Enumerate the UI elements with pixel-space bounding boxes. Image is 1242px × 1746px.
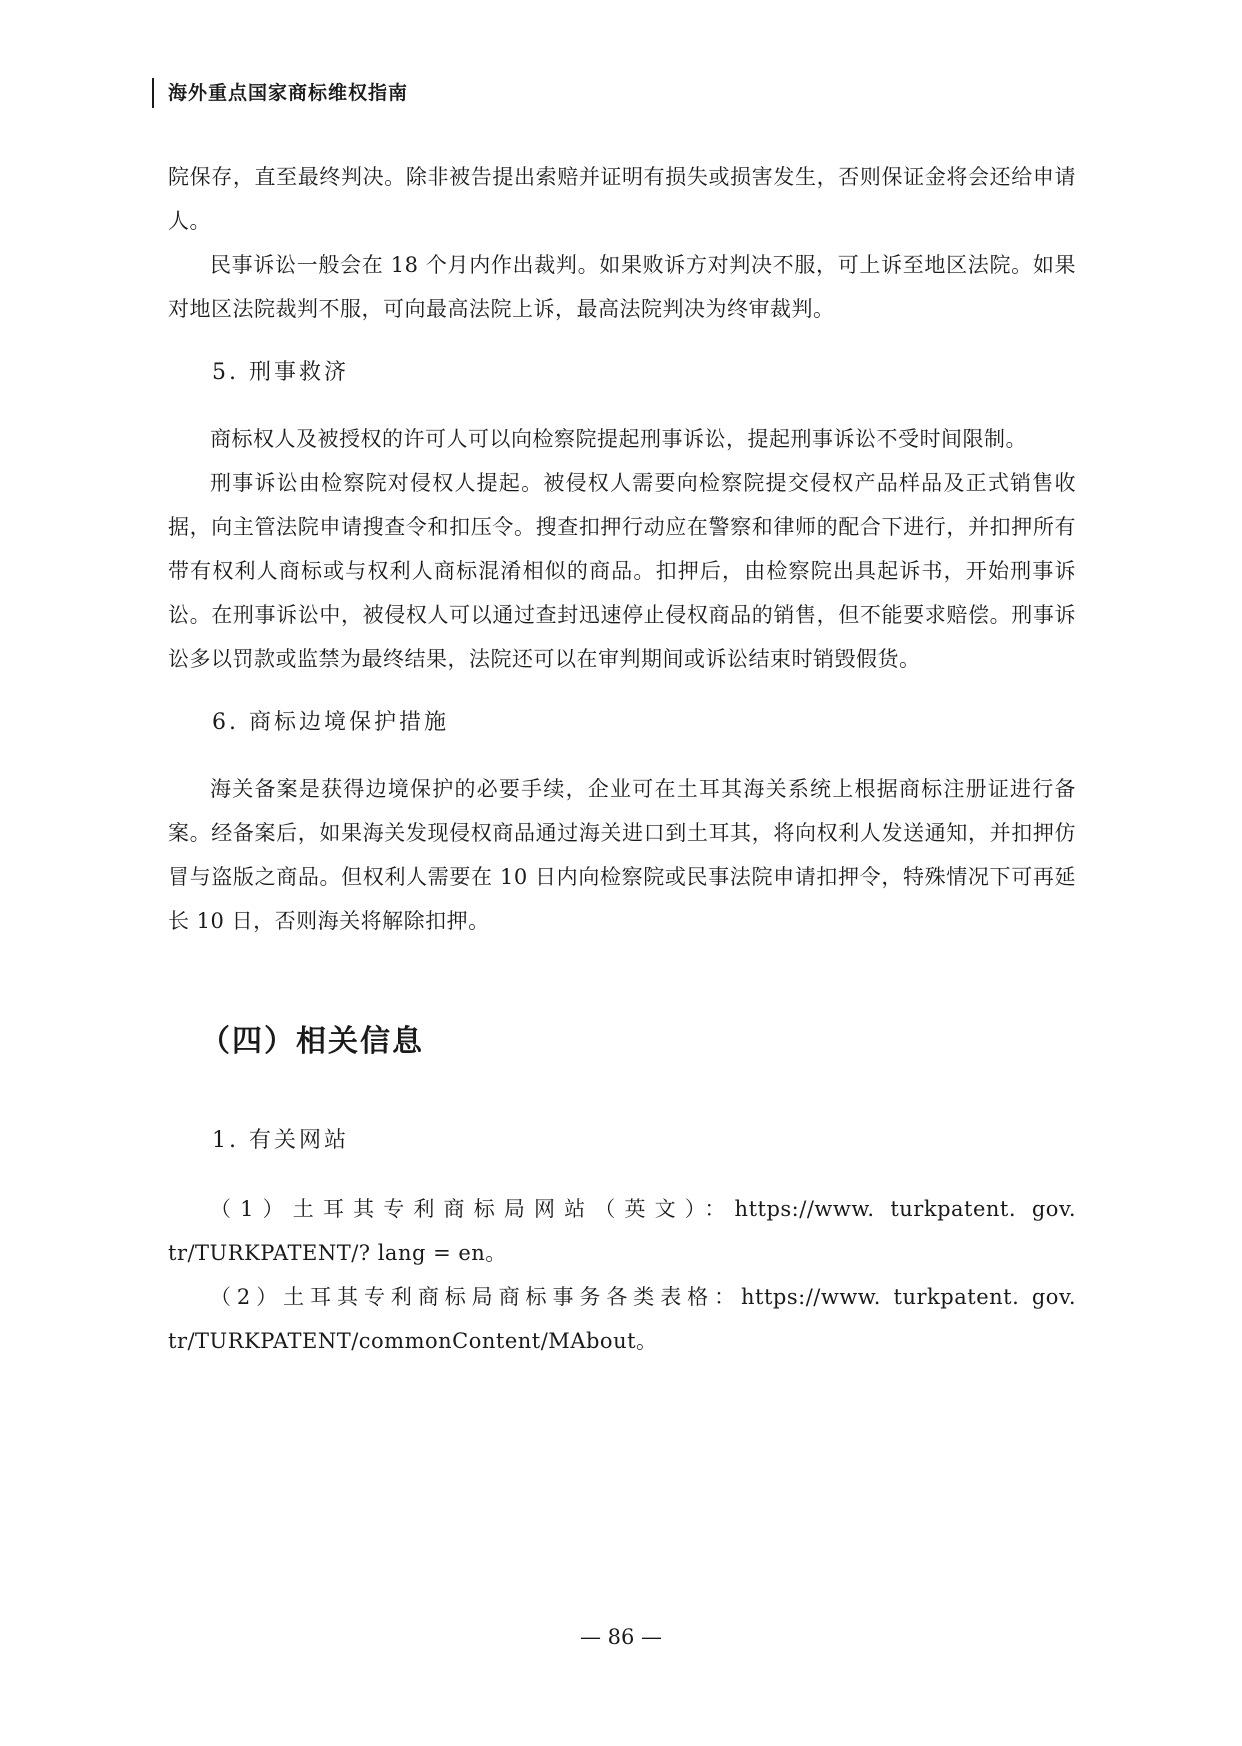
section-6-heading: 6. 商标边境保护措施 bbox=[212, 710, 449, 735]
section-5-heading: 5. 刑事救济 bbox=[212, 360, 349, 385]
link-item-2: （2）土耳其专利商标局商标事务各类表格：https://www. turkpatent. gov. tr/TURKPATENT/commonContent/MAbout。 bbox=[168, 1285, 1076, 1353]
paragraph-section-6-1: 海关备案是获得边境保护的必要手续，企业可在土耳其海关系统上根据商标注册证进行备案。经备案后，如果海关发现侵权商品通过海关进口到土耳其，将向权利人发送通知，并扣押仿冒与盗版之商品。但权利人需要在 10 日内向检察院或民事法院申请扣押令，特殊情况下可再延长 10 日，否则海关将解除扣押。 bbox=[168, 777, 1076, 933]
page-number: — 86 — bbox=[579, 1625, 663, 1649]
paragraph-section-5-2: 刑事诉讼由检察院对侵权人提起。被侵权人需要向检察院提交侵权产品样品及正式销售收据，向主管法院申请搜查令和扣压令。搜查扣押行动应在警察和律师的配合下进行，并扣押所有带有权利人商标或与权利人商标混淆相似的商品。扣押后，由检察院出具起诉书，开始刑事诉讼。在刑事诉讼中，被侵权人可以通过查封迅速停止侵权商品的销售，但不能要求赔偿。刑事诉讼多以罚款或监禁为最终结果，法院还可以在审判期间或诉讼结束时销毁假货。 bbox=[168, 471, 1076, 671]
paragraph-intro-1: 院保存，直至最终判决。除非被告提出索赔并证明有损失或损害发生，否则保证金将会还给申请人。 bbox=[168, 165, 1076, 233]
link-item-1: （1）土耳其专利商标局网站（英文）：https://www. turkpatent. gov. tr/TURKPATENT/? lang = en。 bbox=[168, 1197, 1076, 1265]
paragraph-section-5-1: 商标权人及被授权的许可人可以向检察院提起刑事诉讼，提起刑事诉讼不受时间限制。 bbox=[210, 427, 1027, 451]
paragraph-intro-2: 民事诉讼一般会在 18 个月内作出裁判。如果败诉方对判决不服，可上诉至地区法院。如果对地区法院裁判不服，可向最高法院上诉，最高法院判决为终审裁判。 bbox=[168, 253, 1076, 321]
chapter-heading: （四）相关信息 bbox=[200, 1024, 424, 1059]
page-body bbox=[168, 155, 1076, 1363]
links-heading: 1. 有关网站 bbox=[212, 1128, 349, 1153]
running-header: 海外重点国家商标维权指南 bbox=[152, 78, 408, 108]
